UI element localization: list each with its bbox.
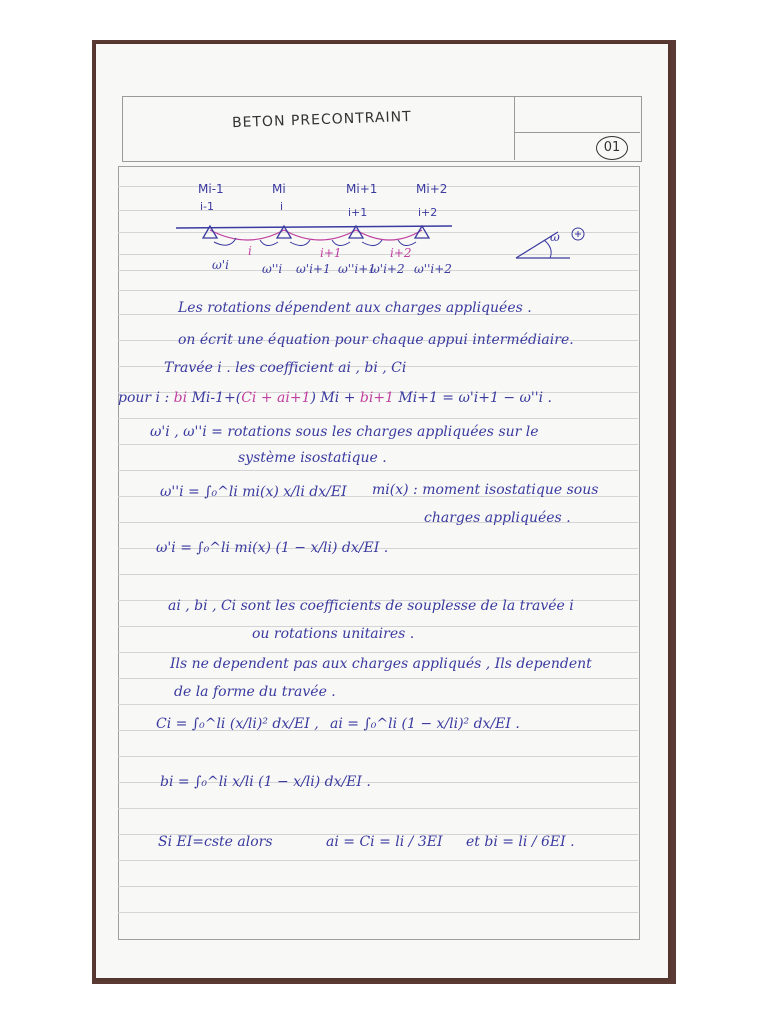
moment-label: Mi+2 [416, 182, 448, 196]
rotation-label: ω''i+2 [414, 262, 452, 276]
text-line: ai , bi , Ci sont les coefficients de souplesse de la travée i [168, 598, 574, 614]
span-label: i [248, 244, 252, 258]
coeff-b: bi [173, 390, 188, 406]
rotation-label: ω'i [212, 258, 229, 272]
text-line: mi(x) : moment isostatique sous [372, 482, 599, 498]
support-label: i [280, 200, 284, 213]
text-line: Si EI=cste alors [158, 834, 273, 850]
text-line: Ils ne dependent pas aux charges appliqués , Ils dependent [170, 656, 592, 672]
page-title: BETON PRECONTRAINT [231, 108, 412, 132]
text-line: charges appliquées . [424, 510, 571, 526]
support-label: i+2 [418, 206, 438, 219]
formula-b: bi = ∫₀^li x/li (1 − x/li) dx/EI . [160, 774, 371, 790]
header-divider-h [514, 132, 640, 133]
continuous-beam-diagram [170, 216, 600, 266]
formula-omega-second: ω''i = ∫₀^li mi(x) x/li dx/EI [160, 484, 347, 500]
equation-line [118, 390, 552, 406]
formula-a-c-const: ai = Ci = li / 3EI [326, 834, 443, 850]
text-line: on écrit une équation pour chaque appui intermédiaire. [178, 332, 574, 348]
equation-part: Mi-1+( [191, 390, 242, 406]
equation-part: Mi+1 = ω'i+1 − ω''i . [398, 390, 552, 406]
text-line: de la forme du travée . [174, 684, 336, 700]
header-divider [514, 96, 515, 160]
rotation-label: ω''i [262, 262, 283, 276]
coeff-c-a: Ci + ai+1 [241, 390, 311, 406]
rotation-label: ω'i+1 [296, 262, 331, 276]
text-line: Les rotations dépendent aux charges appliquées . [178, 300, 532, 316]
text-line: ω'i , ω''i = rotations sous les charges appliquées sur le [150, 424, 539, 440]
rotation-sign-label: ω [550, 230, 560, 244]
formula-b-const: et bi = li / 6EI . [466, 834, 575, 850]
header-frame [122, 96, 642, 162]
formula-omega-prime: ω'i = ∫₀^li mi(x) (1 − x/li) dx/EI . [156, 540, 389, 556]
rotation-label: ω''i+1 [338, 262, 376, 276]
support-label: i-1 [200, 200, 215, 213]
rotation-label: ω'i+2 [370, 262, 405, 276]
equation-part: ) Mi + [310, 390, 356, 406]
support-label: i+1 [348, 206, 368, 219]
moment-label: Mi [272, 182, 286, 196]
page-number: 01 [596, 136, 628, 160]
text-line: Travée i . les coefficient ai , bi , Ci [164, 360, 407, 376]
moment-label: Mi-1 [198, 182, 224, 196]
text-line: système isostatique . [238, 450, 387, 466]
moment-label: Mi+1 [346, 182, 378, 196]
text-line: ou rotations unitaires . [252, 626, 415, 642]
formula-c: Ci = ∫₀^li (x/li)² dx/EI , [156, 716, 319, 732]
span-label: i+2 [390, 246, 412, 260]
equation-prefix: pour i : [118, 390, 170, 406]
span-label: i+1 [320, 246, 342, 260]
coeff-b-next: bi+1 [359, 390, 394, 406]
formula-a: ai = ∫₀^li (1 − x/li)² dx/EI . [330, 716, 520, 732]
